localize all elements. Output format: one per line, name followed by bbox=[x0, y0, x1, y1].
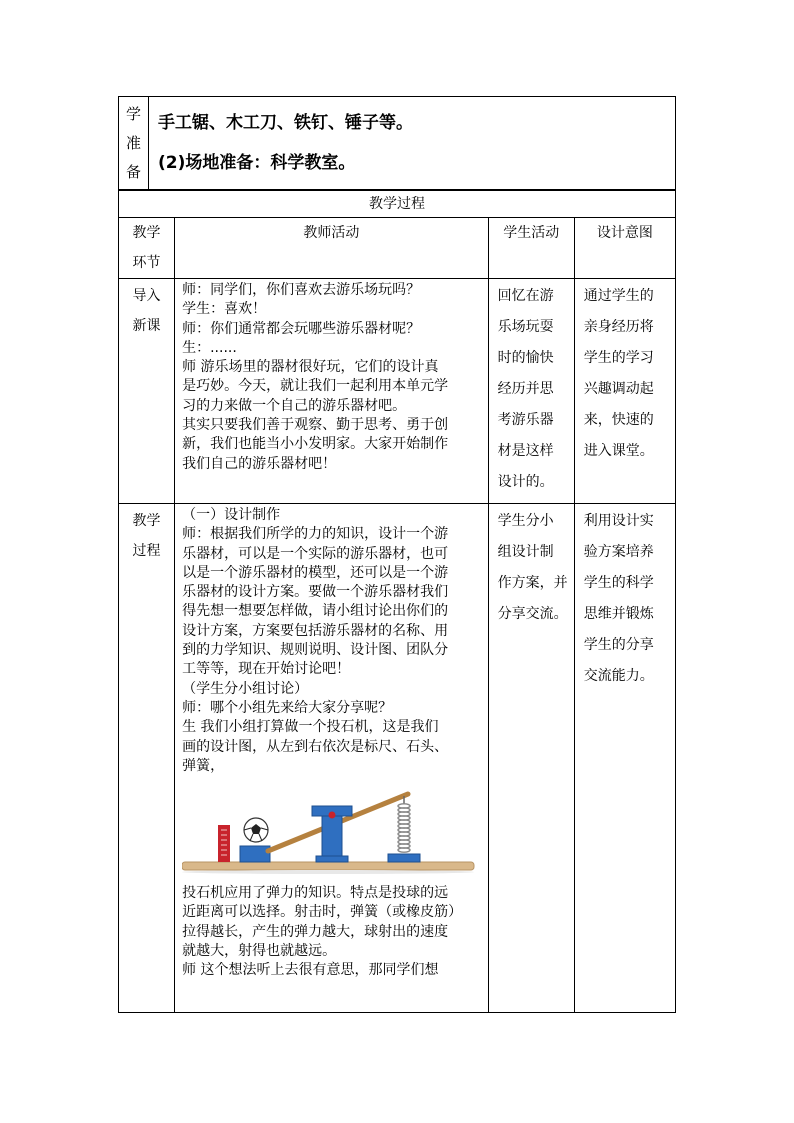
table-row bbox=[119, 279, 676, 504]
teacher-line: 师：你们通常都会玩哪些游乐器材呢？ bbox=[182, 320, 421, 337]
preparation-content bbox=[149, 97, 675, 189]
teacher-line: 是巧妙。今天，就让我们一起利用本单元学 bbox=[182, 378, 449, 395]
prep-label-char-1: 学 bbox=[125, 104, 141, 123]
stage-line1: 教学 bbox=[132, 513, 161, 529]
design-intent-intro bbox=[574, 279, 675, 504]
prep-tools-line: 手工锯、木工刀、铁钉、锤子等。 bbox=[158, 113, 413, 133]
student-line: 回忆在游 bbox=[497, 288, 554, 304]
header-stage bbox=[119, 218, 175, 279]
spring-coils bbox=[398, 804, 410, 852]
header-design: 设计意图 bbox=[574, 218, 675, 279]
student-line: 材是这样 bbox=[497, 443, 554, 459]
preparation-table bbox=[118, 96, 676, 190]
teacher-line: 其实只要我们善于观察、勤于思考、勇于创 bbox=[182, 417, 449, 434]
student-line: 设计的。 bbox=[497, 474, 554, 490]
stage-line2: 新课 bbox=[132, 318, 161, 334]
catapult-illustration bbox=[182, 784, 482, 878]
design-line: 进入课堂。 bbox=[583, 443, 654, 459]
teacher-line: 弹簧， bbox=[182, 757, 225, 774]
teacher-line: 习的力来做一个自己的游乐器材吧。 bbox=[182, 397, 407, 414]
teacher-line: 就越大，射得也就越远。 bbox=[182, 943, 337, 960]
teacher-line: 设计方案，方案要包括游乐器材的名称、用 bbox=[182, 622, 449, 639]
fulcrum-foot bbox=[316, 856, 348, 862]
design-line: 学生的学习 bbox=[583, 350, 654, 366]
student-activity-intro bbox=[488, 279, 574, 504]
design-line: 学生的科学 bbox=[583, 575, 654, 591]
design-line: 兴趣调动起 bbox=[583, 381, 654, 397]
design-line: 通过学生的 bbox=[583, 288, 654, 304]
teacher-line: 乐器材的设计方案。要做一个游乐器材我们 bbox=[182, 584, 449, 601]
fulcrum-pin bbox=[329, 812, 336, 819]
design-line: 思维并锻炼 bbox=[583, 606, 654, 622]
student-line: 经历并思 bbox=[497, 381, 554, 397]
stage-line1: 导入 bbox=[132, 288, 161, 304]
teacher-line: 生 我们小组打算做一个投石机，这是我们 bbox=[182, 719, 439, 736]
teacher-line: 得先想一想要怎样做，请小组讨论出你们的 bbox=[182, 603, 449, 620]
teacher-line: 拉得越长，产生的弹力越大，球射出的速度 bbox=[182, 923, 449, 940]
stage-cell-process bbox=[119, 504, 175, 1013]
design-line: 亲身经历将 bbox=[583, 319, 654, 335]
teacher-line: 师：同学们，你们喜欢去游乐场玩吗？ bbox=[182, 282, 421, 298]
teacher-line: 以是一个游乐器材的模型，还可以是一个游 bbox=[182, 564, 449, 581]
preparation-label bbox=[119, 97, 149, 189]
teacher-line: 学生：喜欢！ bbox=[182, 301, 267, 318]
teacher-line: 工等等，现在开始讨论吧！ bbox=[182, 661, 351, 678]
student-line: 学生分小 bbox=[497, 513, 554, 529]
teacher-line: 投石机应用了弹力的知识。特点是投球的远 bbox=[182, 885, 449, 902]
design-line: 来，快速的 bbox=[583, 412, 654, 428]
header-stage-line1: 教学 bbox=[132, 225, 161, 241]
teacher-line: 师 这个想法听上去很有意思，那同学们想 bbox=[182, 962, 439, 979]
student-activity-process bbox=[488, 504, 574, 1013]
design-intent-process bbox=[574, 504, 675, 1013]
student-line: 组设计制 bbox=[497, 544, 554, 560]
teacher-line: 我们自己的游乐器材吧！ bbox=[182, 455, 337, 472]
process-title: 教学过程 bbox=[119, 191, 676, 218]
header-teacher: 教师活动 bbox=[175, 218, 489, 279]
teacher-line: 师：哪个小组先来给大家分享呢？ bbox=[182, 699, 393, 716]
header-stage-line2: 环节 bbox=[132, 255, 161, 271]
teacher-activity-process bbox=[175, 504, 489, 1013]
prep-label-char-2: 准 bbox=[125, 133, 141, 152]
ruler bbox=[218, 825, 230, 862]
teacher-line: 到的力学知识、规则说明、设计图、团队分 bbox=[182, 642, 449, 659]
student-line: 作方案，并 bbox=[497, 575, 568, 591]
student-line: 乐场玩耍 bbox=[497, 319, 554, 335]
teacher-line: 师：根据我们所学的力的知识，设计一个游 bbox=[182, 526, 449, 543]
base-shadow bbox=[182, 870, 474, 874]
spring-base bbox=[388, 854, 420, 862]
table-row bbox=[119, 504, 676, 1013]
teacher-line: 新，我们也能当小小发明家。大家开始制作 bbox=[182, 436, 449, 453]
teacher-line: （学生分小组讨论） bbox=[182, 680, 309, 697]
prep-label-char-3: 备 bbox=[125, 163, 141, 182]
stage-line2: 过程 bbox=[132, 543, 161, 559]
lesson-process-table bbox=[118, 190, 676, 1013]
design-line: 学生的分享 bbox=[583, 637, 654, 653]
teacher-line: 近距离可以选择。射击时，弹簧（或橡皮筋） bbox=[182, 904, 463, 921]
stage-cell-intro bbox=[119, 279, 175, 504]
catapult-design-figure bbox=[182, 784, 483, 878]
header-student: 学生活动 bbox=[488, 218, 574, 279]
teacher-line: 生：...... bbox=[182, 339, 237, 356]
student-line: 分享交流。 bbox=[497, 606, 568, 622]
teacher-line: 画的设计图，从左到右依次是标尺、石头、 bbox=[182, 738, 449, 755]
teacher-line: 师 游乐场里的器材很好玩，它们的设计真 bbox=[182, 359, 439, 376]
student-line: 时的愉快 bbox=[497, 350, 554, 366]
design-line: 利用设计实 bbox=[583, 513, 654, 529]
prep-venue-line: (2)场地准备：科学教室。 bbox=[158, 153, 356, 173]
design-line: 交流能力。 bbox=[583, 668, 654, 684]
teacher-activity-intro bbox=[175, 279, 489, 504]
design-line: 验方案培养 bbox=[583, 544, 654, 560]
teacher-line: （一）设计制作 bbox=[182, 507, 281, 523]
teacher-line: 乐器材，可以是一个实际的游乐器材，也可 bbox=[182, 545, 449, 562]
stone-holder bbox=[240, 846, 270, 862]
wooden-base bbox=[182, 862, 474, 870]
student-line: 考游乐器 bbox=[497, 412, 554, 428]
